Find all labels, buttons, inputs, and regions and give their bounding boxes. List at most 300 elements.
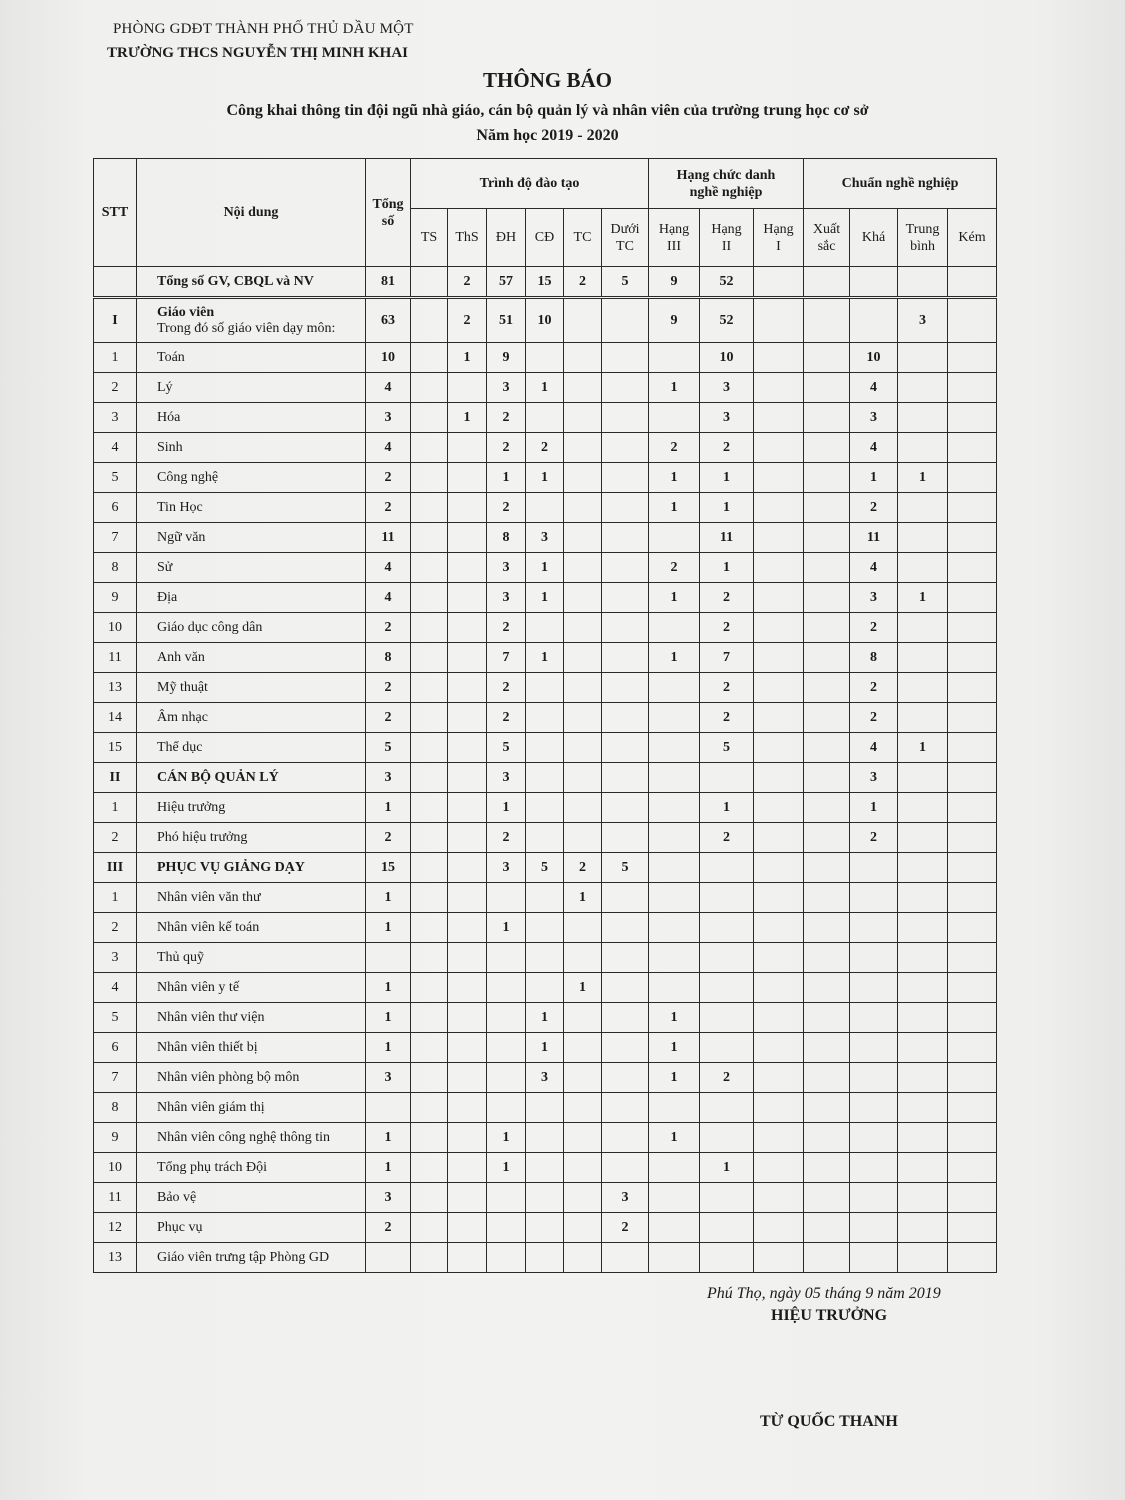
cell-value: [850, 267, 898, 298]
cell-value: 4: [366, 583, 411, 613]
cell-value: 2: [366, 463, 411, 493]
cell-value: [850, 913, 898, 943]
cell-value: [526, 1093, 564, 1123]
table-row: [94, 1033, 997, 1063]
cell-value: [898, 1123, 948, 1153]
cell-value: [411, 343, 448, 373]
cell-value: 1: [526, 1003, 564, 1033]
cell-value: 1: [649, 493, 700, 523]
cell-value: 3: [366, 763, 411, 793]
cell-value: [948, 523, 997, 553]
cell-value: 2: [700, 583, 754, 613]
cell-value: [948, 1123, 997, 1153]
department-name: PHÒNG GDĐT THÀNH PHỐ THỦ DẦU MỘT: [113, 21, 414, 37]
cell-value: 8: [850, 643, 898, 673]
cell-value: [948, 793, 997, 823]
cell-value: [649, 853, 700, 883]
cell-value: [754, 823, 804, 853]
cell-value: [804, 433, 850, 463]
table-row: [94, 1003, 997, 1033]
cell-value: [804, 823, 850, 853]
cell-value: [448, 373, 487, 403]
cell-value: [754, 1063, 804, 1093]
cell-value: 1: [700, 493, 754, 523]
signature-role: HIỆU TRƯỞNG: [771, 1307, 888, 1324]
table-row: [94, 673, 997, 703]
header-h1-line1: Hạng: [763, 221, 794, 237]
cell-value: [700, 763, 754, 793]
cell-value: 1: [448, 343, 487, 373]
cell-value: [487, 1063, 526, 1093]
cell-value: [526, 1153, 564, 1183]
cell-value: [564, 1213, 602, 1243]
cell-value: [526, 943, 564, 973]
cell-value: [602, 1153, 649, 1183]
cell-value: 9: [649, 298, 700, 343]
cell-value: [804, 793, 850, 823]
header-rank-line2: nghề nghiệp: [689, 184, 763, 200]
cell-value: 2: [366, 823, 411, 853]
cell-value: [754, 913, 804, 943]
cell-value: [448, 883, 487, 913]
cell-value: [898, 643, 948, 673]
cell-value: [448, 613, 487, 643]
cell-stt: 8: [94, 553, 137, 583]
cell-value: [948, 883, 997, 913]
cell-value: 7: [700, 643, 754, 673]
cell-value: [948, 763, 997, 793]
cell-value: 1: [850, 793, 898, 823]
header-dh: ĐH: [487, 209, 526, 267]
cell-value: [804, 1093, 850, 1123]
cell-value: [649, 793, 700, 823]
cell-stt: 13: [94, 1243, 137, 1273]
cell-value: 10: [700, 343, 754, 373]
cell-value: [754, 373, 804, 403]
cell-value: [487, 1003, 526, 1033]
header-ths: ThS: [448, 209, 487, 267]
cell-value: [526, 793, 564, 823]
cell-value: 1: [526, 463, 564, 493]
cell-value: [411, 673, 448, 703]
cell-value: [411, 883, 448, 913]
cell-value: [602, 553, 649, 583]
cell-value: [804, 553, 850, 583]
cell-value: 3: [602, 1183, 649, 1213]
cell-value: 10: [850, 343, 898, 373]
cell-value: [754, 553, 804, 583]
header-h2-line1: Hạng: [711, 221, 742, 237]
cell-value: [411, 1033, 448, 1063]
cell-value: [602, 1063, 649, 1093]
cell-value: [526, 1123, 564, 1153]
cell-stt: 9: [94, 583, 137, 613]
cell-value: [754, 1213, 804, 1243]
cell-value: [948, 1183, 997, 1213]
cell-value: [487, 1213, 526, 1243]
header-xs-line1: Xuất: [812, 221, 841, 237]
cell-value: [649, 1093, 700, 1123]
cell-label: Phục vụ: [137, 1213, 366, 1243]
cell-value: [948, 673, 997, 703]
cell-value: [804, 763, 850, 793]
header-hang-2: [700, 209, 754, 267]
cell-value: [804, 733, 850, 763]
cell-value: 2: [700, 823, 754, 853]
cell-value: [564, 613, 602, 643]
cell-value: [366, 1093, 411, 1123]
cell-value: [411, 1003, 448, 1033]
cell-value: [898, 343, 948, 373]
cell-stt: 11: [94, 1183, 137, 1213]
cell-value: [898, 1063, 948, 1093]
cell-value: 2: [700, 673, 754, 703]
header-rank: [649, 159, 804, 209]
cell-value: [411, 613, 448, 643]
cell-label: Nhân viên y tế: [137, 973, 366, 1003]
cell-value: [948, 463, 997, 493]
cell-value: [754, 523, 804, 553]
cell-label: Nhân viên kế toán: [137, 913, 366, 943]
cell-value: [804, 883, 850, 913]
cell-value: [754, 493, 804, 523]
cell-value: [754, 793, 804, 823]
cell-value: [526, 763, 564, 793]
cell-value: [564, 643, 602, 673]
cell-value: [448, 703, 487, 733]
table-row: [94, 733, 997, 763]
cell-value: [804, 493, 850, 523]
cell-value: 3: [366, 403, 411, 433]
cell-value: [448, 1123, 487, 1153]
cell-value: 1: [366, 883, 411, 913]
cell-value: [948, 823, 997, 853]
cell-value: [602, 373, 649, 403]
table-row: [94, 643, 997, 673]
cell-value: [448, 1153, 487, 1183]
cell-value: [411, 1093, 448, 1123]
cell-value: [850, 1243, 898, 1273]
cell-value: [564, 373, 602, 403]
table-row: [94, 523, 997, 553]
cell-value: [526, 613, 564, 643]
cell-value: [804, 1033, 850, 1063]
cell-value: 9: [487, 343, 526, 373]
cell-value: [804, 523, 850, 553]
cell-value: [804, 1123, 850, 1153]
cell-value: [526, 343, 564, 373]
cell-value: [602, 343, 649, 373]
cell-value: [411, 1213, 448, 1243]
cell-value: [564, 1153, 602, 1183]
header-standard: Chuẩn nghề nghiệp: [804, 159, 997, 209]
cell-value: 1: [366, 1003, 411, 1033]
cell-value: [526, 403, 564, 433]
cell-value: 3: [487, 583, 526, 613]
cell-value: [649, 403, 700, 433]
cell-value: 8: [366, 643, 411, 673]
cell-value: [448, 583, 487, 613]
cell-value: [526, 733, 564, 763]
document-subtitle: Công khai thông tin đội ngũ nhà giáo, cán bộ quản lý và nhân viên của trường trung học cơ sở: [226, 102, 869, 119]
cell-value: [602, 733, 649, 763]
cell-value: [754, 733, 804, 763]
cell-value: [411, 1123, 448, 1153]
header-h1-line2: I: [776, 238, 781, 254]
cell-value: [948, 943, 997, 973]
cell-value: [948, 853, 997, 883]
header-ts: TS: [411, 209, 448, 267]
cell-value: 4: [850, 373, 898, 403]
cell-value: 2: [700, 433, 754, 463]
header-rank-line1: Hạng chức danh: [676, 167, 776, 183]
cell-value: [898, 823, 948, 853]
cell-value: 4: [366, 553, 411, 583]
cell-value: [448, 1003, 487, 1033]
cell-value: 1: [448, 403, 487, 433]
cell-value: [564, 913, 602, 943]
cell-value: [948, 703, 997, 733]
cell-value: [564, 493, 602, 523]
cell-value: 2: [602, 1213, 649, 1243]
cell-label: Sử: [137, 553, 366, 583]
cell-value: [804, 673, 850, 703]
cell-value: [564, 433, 602, 463]
cell-value: 3: [366, 1183, 411, 1213]
cell-value: [649, 973, 700, 1003]
cell-value: 2: [649, 553, 700, 583]
cell-value: [804, 1003, 850, 1033]
cell-value: [898, 523, 948, 553]
cell-value: [754, 1123, 804, 1153]
cell-value: 2: [487, 823, 526, 853]
cell-value: [948, 433, 997, 463]
cell-value: 2: [564, 853, 602, 883]
cell-value: [804, 943, 850, 973]
cell-value: [366, 1243, 411, 1273]
table-row: [94, 913, 997, 943]
cell-value: [804, 1183, 850, 1213]
cell-value: [602, 1033, 649, 1063]
cell-value: [526, 823, 564, 853]
cell-value: [948, 553, 997, 583]
cell-value: [649, 733, 700, 763]
cell-value: [898, 373, 948, 403]
cell-value: [564, 1243, 602, 1273]
cell-value: 1: [366, 793, 411, 823]
cell-value: 2: [487, 433, 526, 463]
cell-stt: [94, 267, 137, 298]
cell-value: 2: [366, 493, 411, 523]
cell-value: [898, 433, 948, 463]
header-trung-binh: [898, 209, 948, 267]
cell-value: [754, 613, 804, 643]
cell-label-main: Giáo viên: [157, 304, 215, 320]
cell-value: 1: [526, 583, 564, 613]
cell-value: [602, 793, 649, 823]
cell-label: CÁN BỘ QUẢN LÝ: [137, 763, 366, 793]
cell-value: [487, 1093, 526, 1123]
cell-value: [948, 493, 997, 523]
cell-value: [804, 463, 850, 493]
cell-value: [700, 913, 754, 943]
table-row: [94, 613, 997, 643]
cell-value: [898, 883, 948, 913]
cell-value: 52: [700, 298, 754, 343]
cell-value: 3: [487, 763, 526, 793]
cell-value: 1: [700, 553, 754, 583]
cell-value: 2: [850, 823, 898, 853]
cell-value: [754, 298, 804, 343]
cell-value: [448, 523, 487, 553]
cell-value: [700, 1123, 754, 1153]
cell-value: 1: [526, 1033, 564, 1063]
cell-stt: 5: [94, 1003, 137, 1033]
cell-value: [948, 1033, 997, 1063]
cell-value: [898, 913, 948, 943]
cell-value: 15: [526, 267, 564, 298]
cell-value: [850, 883, 898, 913]
cell-value: [754, 343, 804, 373]
table-row: [94, 343, 997, 373]
cell-label: PHỤC VỤ GIẢNG DẠY: [137, 853, 366, 883]
cell-value: 5: [366, 733, 411, 763]
cell-value: 2: [366, 613, 411, 643]
cell-value: [898, 943, 948, 973]
cell-value: [804, 853, 850, 883]
cell-value: [448, 1063, 487, 1093]
cell-value: [754, 853, 804, 883]
cell-value: [526, 973, 564, 1003]
staff-table: [93, 158, 997, 1273]
cell-value: [850, 1033, 898, 1063]
cell-value: [564, 403, 602, 433]
cell-value: [526, 883, 564, 913]
cell-value: 2: [700, 1063, 754, 1093]
cell-value: 4: [366, 433, 411, 463]
cell-value: [948, 913, 997, 943]
cell-value: [448, 733, 487, 763]
cell-value: [564, 1033, 602, 1063]
cell-value: [804, 1153, 850, 1183]
cell-value: [948, 1213, 997, 1243]
table-row: [94, 1243, 997, 1273]
cell-value: [411, 523, 448, 553]
cell-label: Tin Học: [137, 493, 366, 523]
cell-value: 1: [366, 973, 411, 1003]
cell-value: 11: [850, 523, 898, 553]
cell-value: [649, 1153, 700, 1183]
table-row: [94, 763, 997, 793]
table-row: [94, 298, 997, 343]
cell-value: [850, 1153, 898, 1183]
cell-value: 1: [564, 973, 602, 1003]
cell-label: Anh văn: [137, 643, 366, 673]
cell-value: [411, 853, 448, 883]
table-row: [94, 1153, 997, 1183]
cell-value: [850, 1123, 898, 1153]
cell-stt: 7: [94, 1063, 137, 1093]
cell-value: 1: [649, 1003, 700, 1033]
cell-value: 3: [487, 853, 526, 883]
cell-stt: 6: [94, 493, 137, 523]
cell-value: [411, 703, 448, 733]
cell-value: 3: [850, 403, 898, 433]
cell-value: [602, 493, 649, 523]
cell-value: [898, 703, 948, 733]
cell-value: [602, 298, 649, 343]
cell-value: 11: [700, 523, 754, 553]
cell-value: [754, 1153, 804, 1183]
cell-value: 52: [700, 267, 754, 298]
cell-value: [754, 1183, 804, 1213]
cell-value: [602, 973, 649, 1003]
cell-value: 1: [366, 913, 411, 943]
cell-value: [754, 1243, 804, 1273]
cell-value: [411, 463, 448, 493]
cell-value: [754, 1093, 804, 1123]
cell-value: 3: [850, 763, 898, 793]
cell-value: [804, 1063, 850, 1093]
cell-value: [411, 913, 448, 943]
cell-value: [948, 1003, 997, 1033]
cell-value: [487, 973, 526, 1003]
cell-value: [448, 1213, 487, 1243]
cell-value: 4: [366, 373, 411, 403]
cell-value: [602, 643, 649, 673]
cell-value: 5: [526, 853, 564, 883]
cell-value: [602, 673, 649, 703]
cell-value: [411, 643, 448, 673]
school-name: TRƯỜNG THCS NGUYỄN THỊ MINH KHAI: [107, 45, 409, 61]
cell-value: [564, 1003, 602, 1033]
cell-value: 1: [366, 1033, 411, 1063]
cell-value: 4: [850, 433, 898, 463]
cell-value: [804, 403, 850, 433]
cell-value: [411, 433, 448, 463]
cell-stt: 10: [94, 1153, 137, 1183]
cell-value: [850, 298, 898, 343]
cell-value: [448, 493, 487, 523]
cell-value: 1: [487, 1123, 526, 1153]
cell-value: [564, 583, 602, 613]
cell-value: [898, 493, 948, 523]
cell-value: 1: [526, 643, 564, 673]
cell-value: [602, 1093, 649, 1123]
cell-value: 4: [850, 733, 898, 763]
cell-value: [564, 1093, 602, 1123]
cell-value: [602, 1003, 649, 1033]
cell-value: [850, 1003, 898, 1033]
cell-value: 1: [487, 1153, 526, 1183]
cell-stt: 8: [94, 1093, 137, 1123]
cell-value: 9: [649, 267, 700, 298]
cell-value: [850, 853, 898, 883]
cell-value: [948, 1093, 997, 1123]
cell-value: [602, 583, 649, 613]
cell-value: 2: [850, 703, 898, 733]
cell-value: [564, 1183, 602, 1213]
header-h3-line1: Hạng: [658, 221, 690, 237]
cell-label: Toán: [137, 343, 366, 373]
cell-value: 2: [366, 673, 411, 703]
cell-value: [602, 703, 649, 733]
cell-label: Nhân viên công nghệ thông tin: [137, 1123, 366, 1153]
cell-value: 1: [487, 463, 526, 493]
cell-value: [804, 298, 850, 343]
cell-stt: 13: [94, 673, 137, 703]
cell-value: [649, 703, 700, 733]
